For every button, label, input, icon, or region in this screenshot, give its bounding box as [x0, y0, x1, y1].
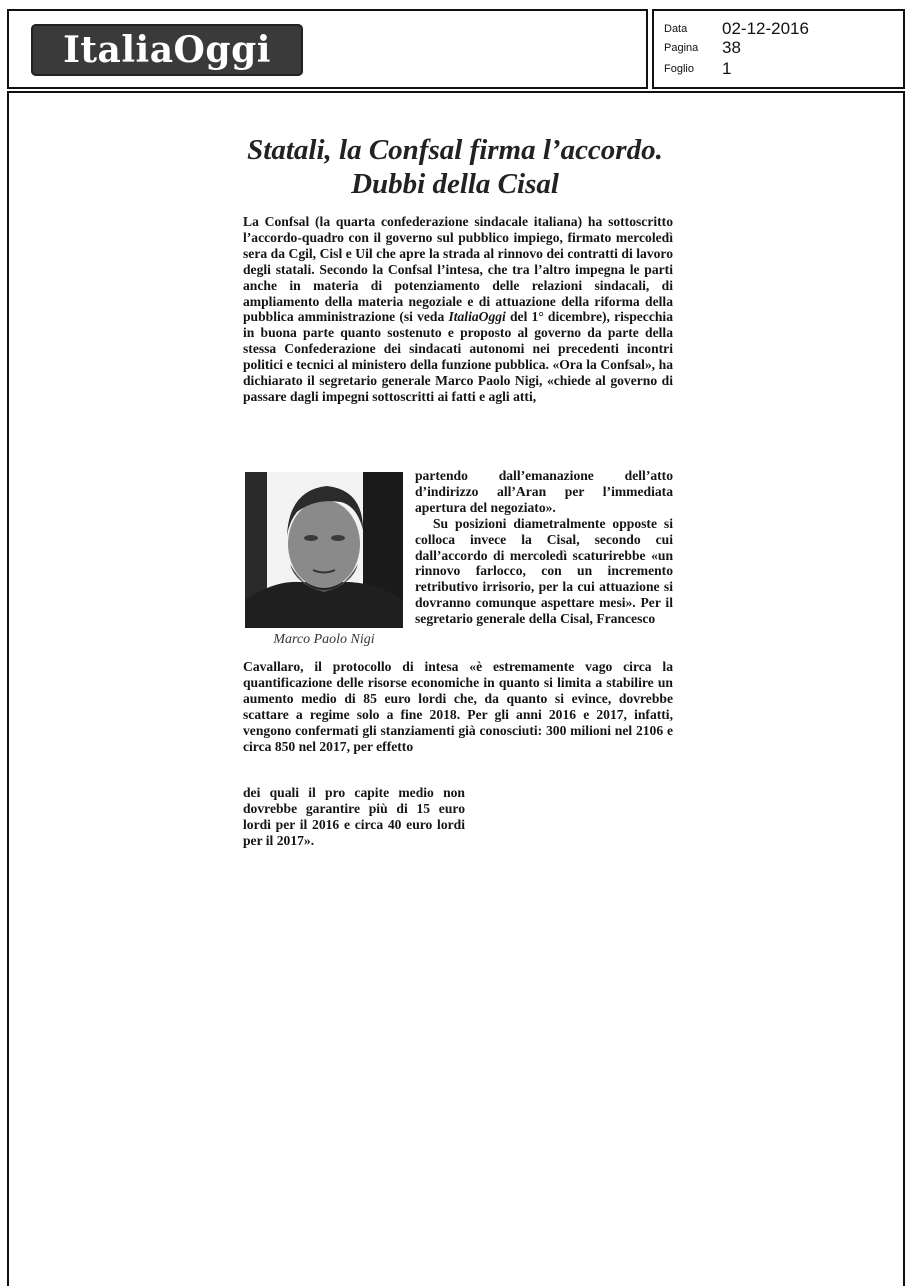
portrait-photo — [245, 472, 403, 628]
article-paragraph-2-end — [243, 785, 465, 849]
newspaper-reference: ItaliaOggi — [448, 309, 506, 325]
article-paragraph-2-cont — [243, 659, 673, 754]
paragraph-1-part-b: del 1° dicembre), rispecchia in buona parte quanto sostenuto e proposto al governo da parte della stessa Confederazione dei sindacati autonomi nei precedenti incontri politici e tecnici al ministero della funzione pubblica. «Ora la Confsal», ha dichiarato il segretario generale Marco Paolo Nigi, «chiede al governo di passare dagli impegni sottoscritti ai fatti e agli atti, — [243, 309, 673, 404]
article-paragraph-1 — [243, 214, 673, 405]
photo-caption: Marco Paolo Nigi — [273, 632, 375, 647]
paragraph-2-part-b: Cavallaro, il protocollo di intesa «è estremamente vago circa la quantificazione delle risorse economiche in quanto si limita a stabilire un aumento medio di 85 euro lordi che, da quanto si evince, dovrebbe scattare a regime solo a fine 2018. Per gli anni 2016 e 2017, infatti, vengono confermati gli stanziamenti già conosciuti: 300 milioni nel 2106 e circa 850 nel 2017, per effetto — [243, 659, 673, 754]
masthead-box — [7, 9, 648, 89]
article-headline: Statali, la Confsal firma l’accordo. Dubbi della Cisal — [247, 134, 663, 200]
meta-box — [652, 9, 905, 89]
meta-label-foglio: Foglio — [664, 63, 694, 75]
meta-value-pagina: 38 — [722, 38, 741, 57]
meta-value-data: 02-12-2016 — [722, 19, 809, 38]
paragraph-2-part-c: dei quali il pro capite medio non dovrebbe garantire più di 15 euro lordi per il 2016 e circa 40 euro lordi per il 2017». — [243, 785, 465, 848]
meta-value-foglio: 1 — [722, 59, 732, 78]
paragraph-1-part-a: La Confsal (la quarta confederazione sindacale italiana) ha sottoscritto l’accordo-quadro con il governo sul pubblico impiego, firmato mercoledì sera da Cgil, Cisl e Uil che apre la strada al rinnovo dei contratti di lavoro degli statali. Secondo la Confsal l’intesa, che tra l’altro impegna le parti anche in materia di potenziamento delle relazioni sindacali, di ampliamento della materia negoziale e di attuazione della riforma della pubblica amministrazione (si veda — [243, 214, 673, 325]
italiaoggi-logo — [31, 24, 303, 76]
article-paragraph-1-cont — [415, 468, 673, 627]
paragraph-1-part-c: partendo dall’emanazione dell’atto d’indirizzo all’Aran per l’immediata apertura del negoziato». — [415, 468, 673, 515]
meta-label-data: Data — [664, 23, 688, 35]
portrait-icon — [245, 472, 403, 628]
logo-text: ItaliaOggi — [63, 29, 271, 71]
paragraph-2-part-a: Su posizioni diametralmente opposte si colloca invece la Cisal, secondo cui dall’accordo di mercoledì scaturirebbe «un rinnovo farlocco, con un incremento retributivo irrisorio, per la cui attuazione si dovranno comunque aspettare mesi». Per il segretario generale della Cisal, Francesco — [415, 515, 673, 627]
meta-label-pagina: Pagina — [664, 42, 699, 54]
